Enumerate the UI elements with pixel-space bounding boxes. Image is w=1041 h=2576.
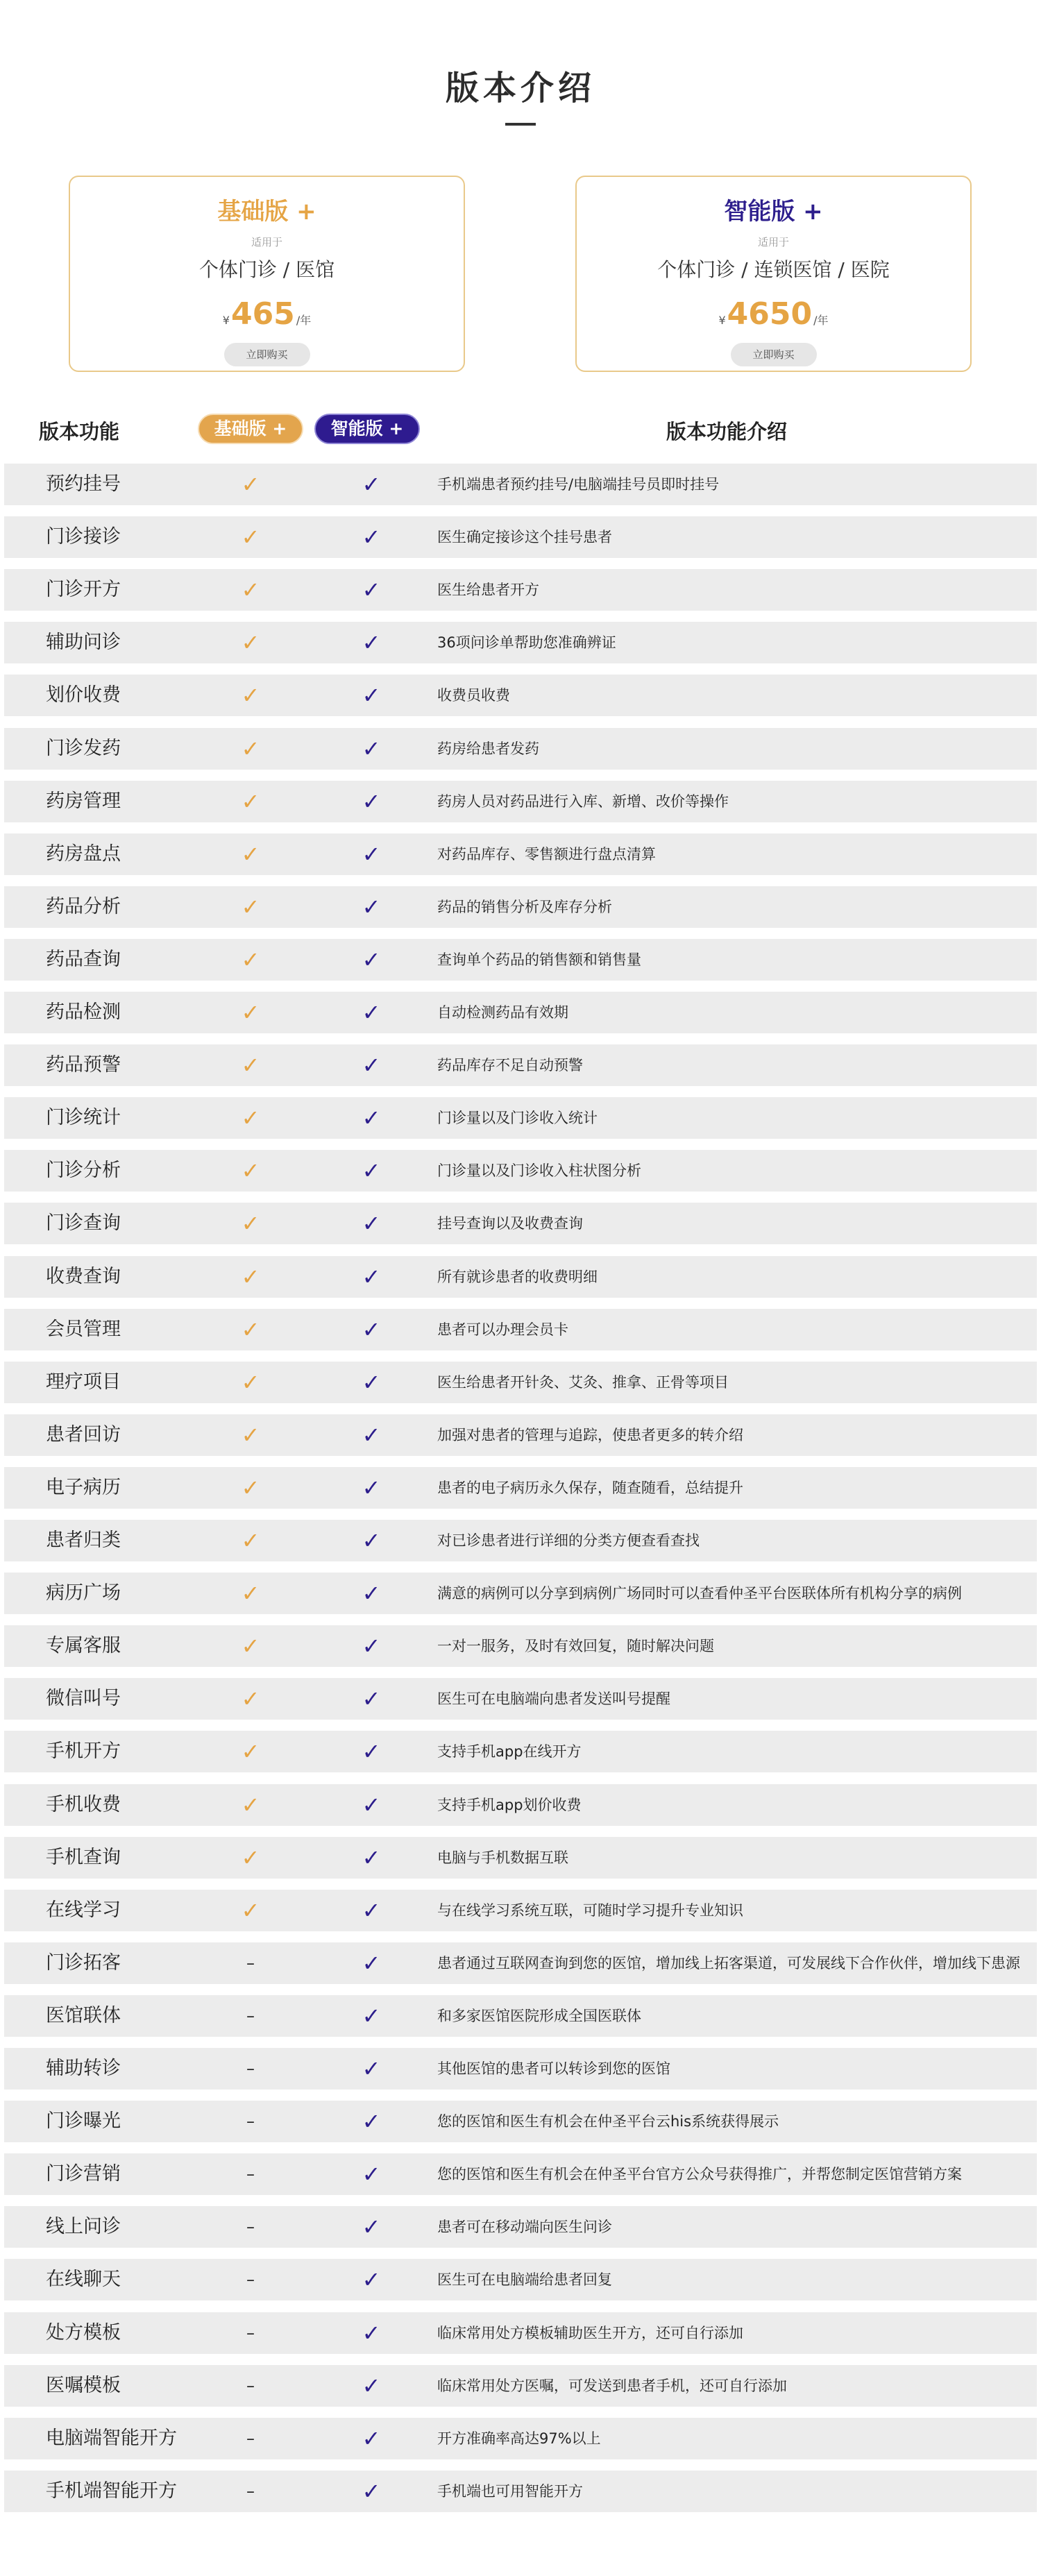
feature-name: 医嘱模板	[46, 2375, 121, 2396]
feature-description: 加强对患者的管理与追踪，使患者更多的转介绍	[437, 1427, 743, 1443]
feature-name: 门诊营销	[46, 2163, 121, 2185]
feature-name: 专属客服	[46, 1635, 121, 1656]
basic-unavailable-dash: –	[246, 2270, 255, 2289]
smart-check-icon: ✓	[362, 2003, 381, 2029]
smart-check-icon: ✓	[362, 577, 381, 603]
basic-check-icon: ✓	[241, 841, 260, 867]
plan-target: 个体门诊 / 连锁医馆 / 医院	[657, 258, 890, 281]
feature-name: 辅助转诊	[46, 2058, 121, 2079]
table-row	[4, 1837, 1037, 1879]
feature-name: 手机收费	[46, 1794, 121, 1815]
feature-description: 患者可以办理会员卡	[437, 1321, 568, 1338]
feature-name: 理疗项目	[46, 1371, 121, 1393]
table-row	[4, 2101, 1037, 2142]
title-divider	[505, 123, 536, 126]
basic-unavailable-dash: –	[246, 2112, 255, 2131]
smart-check-icon: ✓	[362, 2266, 381, 2293]
feature-name: 划价收费	[46, 684, 121, 706]
table-row	[4, 1203, 1037, 1244]
feature-description: 药房给患者发药	[437, 740, 539, 757]
basic-check-icon: ✓	[241, 471, 260, 498]
basic-check-icon: ✓	[241, 788, 260, 815]
smart-check-icon: ✓	[362, 1950, 381, 1976]
smart-check-icon: ✓	[362, 2320, 381, 2346]
header-basic-badge: 基础版 +	[198, 414, 303, 444]
basic-unavailable-dash: –	[246, 1954, 255, 1973]
plan-target: 个体门诊 / 医馆	[198, 258, 335, 281]
smart-check-icon: ✓	[362, 1422, 381, 1448]
feature-description: 对药品库存、零售额进行盘点清算	[437, 846, 656, 863]
table-row	[4, 1995, 1037, 2037]
buy-now-button[interactable]: 立即购买	[731, 343, 817, 366]
feature-name: 患者回访	[46, 1424, 121, 1446]
smart-check-icon: ✓	[362, 1897, 381, 1924]
feature-description: 和多家医馆医院形成全国医联体	[437, 2008, 641, 2024]
table-row	[4, 1520, 1037, 1561]
plan-price	[70, 298, 464, 337]
feature-description: 挂号查询以及收费查询	[437, 1215, 583, 1232]
feature-name: 电脑端智能开方	[46, 2427, 177, 2449]
basic-check-icon: ✓	[241, 1264, 260, 1290]
basic-check-icon: ✓	[241, 1527, 260, 1554]
table-row	[4, 2259, 1037, 2300]
feature-name: 药品查询	[46, 949, 121, 970]
feature-description: 药品的销售分析及库存分析	[437, 899, 612, 915]
table-row	[4, 2312, 1037, 2354]
basic-check-icon: ✓	[241, 1738, 260, 1765]
smart-check-icon: ✓	[362, 1316, 381, 1343]
feature-name: 会员管理	[46, 1319, 121, 1340]
smart-check-icon: ✓	[362, 2056, 381, 2082]
basic-unavailable-dash: –	[246, 2164, 255, 2184]
smart-check-icon: ✓	[362, 2108, 381, 2135]
table-row	[4, 2153, 1037, 2195]
smart-check-icon: ✓	[362, 1845, 381, 1871]
table-row	[4, 516, 1037, 558]
smart-check-icon: ✓	[362, 788, 381, 815]
feature-name: 预约挂号	[46, 473, 121, 495]
smart-check-icon: ✓	[362, 947, 381, 973]
table-row	[4, 1890, 1037, 1931]
price-unit: /年	[296, 314, 312, 327]
basic-unavailable-dash: –	[246, 2429, 255, 2448]
feature-name: 医馆联体	[46, 2005, 121, 2026]
feature-name: 线上问诊	[46, 2216, 121, 2237]
table-row	[4, 1942, 1037, 1984]
feature-name: 病历广场	[46, 1582, 121, 1604]
feature-description: 支持手机app划价收费	[437, 1797, 582, 1813]
basic-check-icon: ✓	[241, 682, 260, 709]
smart-check-icon: ✓	[362, 1264, 381, 1290]
feature-description: 临床常用处方医嘱，可发送到患者手机，还可自行添加	[437, 2378, 787, 2394]
feature-name: 门诊拓客	[46, 1952, 121, 1974]
table-row	[4, 833, 1037, 875]
table-row	[4, 1731, 1037, 1772]
smart-check-icon: ✓	[362, 2214, 381, 2240]
feature-description: 手机端也可用智能开方	[437, 2483, 583, 2500]
basic-unavailable-dash: –	[246, 2217, 255, 2237]
feature-name: 门诊曝光	[46, 2110, 121, 2132]
feature-name: 在线聊天	[46, 2269, 121, 2290]
feature-name: 药房盘点	[46, 843, 121, 865]
basic-check-icon: ✓	[241, 1210, 260, 1237]
feature-description: 其他医馆的患者可以转诊到您的医馆	[437, 2060, 670, 2077]
table-row	[4, 1414, 1037, 1456]
table-row	[4, 2206, 1037, 2248]
page-title: 版本介绍	[445, 69, 595, 108]
feature-description: 电脑与手机数据互联	[437, 1849, 568, 1866]
table-row	[4, 1784, 1037, 1826]
smart-check-icon: ✓	[362, 524, 381, 550]
basic-check-icon: ✓	[241, 1316, 260, 1343]
feature-description: 临床常用处方模板辅助医生开方，还可自行添加	[437, 2325, 743, 2341]
feature-description: 所有就诊患者的收费明细	[437, 1269, 598, 1285]
plan-card-smart	[575, 176, 972, 372]
smart-check-icon: ✓	[362, 1475, 381, 1501]
plan-card-basic	[69, 176, 465, 372]
feature-description: 患者的电子病历永久保存，随查随看，总结提升	[437, 1480, 743, 1496]
price-amount: 465	[230, 296, 295, 332]
basic-check-icon: ✓	[241, 947, 260, 973]
buy-now-button[interactable]: 立即购买	[224, 343, 310, 366]
feature-description: 36项问诊单帮助您准确辨证	[437, 634, 616, 651]
basic-unavailable-dash: –	[246, 2059, 255, 2078]
feature-description: 与在线学习系统互联，可随时学习提升专业知识	[437, 1902, 743, 1919]
feature-description: 药房人员对药品进行入库、新增、改价等操作	[437, 793, 729, 810]
table-row	[4, 1625, 1037, 1667]
feature-name: 收费查询	[46, 1266, 121, 1287]
table-row	[4, 675, 1037, 716]
basic-check-icon: ✓	[241, 894, 260, 920]
feature-name: 在线学习	[46, 1899, 121, 1921]
feature-description: 您的医馆和医生有机会在仲圣平台云his系统获得展示	[437, 2113, 779, 2130]
table-row	[4, 1573, 1037, 1614]
basic-check-icon: ✓	[241, 629, 260, 656]
feature-name: 手机查询	[46, 1847, 121, 1868]
table-row	[4, 1467, 1037, 1509]
plan-name: 智能版 +	[724, 198, 823, 226]
table-row	[4, 569, 1037, 611]
feature-name: 手机开方	[46, 1740, 121, 1762]
basic-check-icon: ✓	[241, 1897, 260, 1924]
basic-check-icon: ✓	[241, 1792, 260, 1818]
feature-description: 患者通过互联网查询到您的医馆，增加线上拓客渠道，可发展线下合作伙伴，增加线下患源	[437, 1955, 1020, 1972]
smart-check-icon: ✓	[362, 629, 381, 656]
feature-description: 查询单个药品的销售额和销售量	[437, 951, 641, 968]
feature-name: 门诊开方	[46, 579, 121, 600]
feature-description: 开方准确率高达97%以上	[437, 2430, 601, 2447]
table-row	[4, 2418, 1037, 2459]
basic-check-icon: ✓	[241, 524, 260, 550]
smart-check-icon: ✓	[362, 1052, 381, 1078]
smart-check-icon: ✓	[362, 682, 381, 709]
feature-description: 医生给患者开方	[437, 582, 539, 598]
basic-check-icon: ✓	[241, 999, 260, 1026]
smart-check-icon: ✓	[362, 1527, 381, 1554]
feature-name: 药品检测	[46, 1001, 121, 1023]
table-row	[4, 2365, 1037, 2407]
table-row	[4, 1097, 1037, 1139]
smart-check-icon: ✓	[362, 1210, 381, 1237]
table-row	[4, 1150, 1037, 1192]
smart-check-icon: ✓	[362, 1158, 381, 1184]
feature-description: 满意的病例可以分享到病例广场同时可以查看仲圣平台医联体所有机构分享的病例	[437, 1585, 962, 1602]
feature-name: 药品预警	[46, 1054, 121, 1076]
table-row	[4, 728, 1037, 770]
smart-check-icon: ✓	[362, 1792, 381, 1818]
feature-description: 手机端患者预约挂号/电脑端挂号员即时挂号	[437, 476, 720, 493]
plan-name: 基础版 +	[217, 198, 316, 226]
feature-table-header	[0, 411, 1041, 450]
basic-unavailable-dash: –	[246, 2323, 255, 2343]
basic-check-icon: ✓	[241, 577, 260, 603]
smart-check-icon: ✓	[362, 894, 381, 920]
feature-name: 微信叫号	[46, 1688, 121, 1709]
table-row	[4, 622, 1037, 663]
basic-check-icon: ✓	[241, 1633, 260, 1659]
basic-check-icon: ✓	[241, 1422, 260, 1448]
feature-description: 患者可在移动端向医生问诊	[437, 2219, 612, 2235]
smart-check-icon: ✓	[362, 2478, 381, 2505]
smart-check-icon: ✓	[362, 471, 381, 498]
feature-description: 医生给患者开针灸、艾灸、推拿、正骨等项目	[437, 1374, 729, 1391]
table-row	[4, 1678, 1037, 1720]
feature-description: 收费员收费	[437, 687, 510, 704]
feature-description: 支持手机app在线开方	[437, 1743, 582, 1760]
basic-check-icon: ✓	[241, 1580, 260, 1607]
table-row	[4, 992, 1037, 1033]
smart-check-icon: ✓	[362, 1369, 381, 1396]
feature-name: 药房管理	[46, 790, 121, 812]
smart-check-icon: ✓	[362, 2425, 381, 2452]
header-feature-label: 版本功能	[39, 420, 120, 443]
feature-description: 自动检测药品有效期	[437, 1004, 568, 1021]
basic-check-icon: ✓	[241, 1686, 260, 1712]
table-row	[4, 1044, 1037, 1086]
feature-name: 门诊发药	[46, 738, 121, 759]
feature-description: 对已诊患者进行详细的分类方便查看查找	[437, 1532, 700, 1549]
table-row	[4, 464, 1037, 505]
table-row	[4, 886, 1037, 928]
feature-name: 辅助问诊	[46, 632, 121, 653]
price-amount: 4650	[727, 296, 813, 332]
basic-unavailable-dash: –	[246, 2006, 255, 2026]
header-smart-badge: 智能版 +	[314, 414, 420, 444]
feature-name: 处方模板	[46, 2322, 121, 2344]
feature-description: 医生可在电脑端向患者发送叫号提醒	[437, 1690, 670, 1707]
basic-check-icon: ✓	[241, 1052, 260, 1078]
smart-check-icon: ✓	[362, 1686, 381, 1712]
plan-suit-label: 适用于	[757, 236, 789, 248]
feature-description: 药品库存不足自动预警	[437, 1057, 583, 1074]
table-row	[4, 2471, 1037, 2512]
table-row	[4, 1309, 1037, 1350]
smart-check-icon: ✓	[362, 2373, 381, 2399]
feature-description: 医生可在电脑端给患者回复	[437, 2271, 612, 2288]
feature-name: 门诊查询	[46, 1212, 121, 1234]
basic-check-icon: ✓	[241, 1845, 260, 1871]
smart-check-icon: ✓	[362, 736, 381, 762]
feature-name: 门诊分析	[46, 1160, 121, 1181]
price-unit: /年	[813, 314, 829, 327]
feature-name: 电子病历	[46, 1477, 121, 1498]
table-row	[4, 2048, 1037, 2090]
price-currency: ¥	[718, 314, 726, 327]
feature-description: 您的医馆和医生有机会在仲圣平台官方公众号获得推广，并帮您制定医馆营销方案	[437, 2166, 962, 2183]
price-currency: ¥	[222, 314, 230, 327]
header-intro-label: 版本功能介绍	[666, 420, 788, 443]
basic-unavailable-dash: –	[246, 2376, 255, 2396]
basic-check-icon: ✓	[241, 1369, 260, 1396]
basic-check-icon: ✓	[241, 736, 260, 762]
table-row	[4, 781, 1037, 822]
smart-check-icon: ✓	[362, 841, 381, 867]
smart-check-icon: ✓	[362, 2161, 381, 2187]
feature-description: 门诊量以及门诊收入柱状图分析	[437, 1162, 641, 1179]
feature-name: 药品分析	[46, 896, 121, 917]
table-row	[4, 1256, 1037, 1298]
feature-description: 门诊量以及门诊收入统计	[437, 1110, 598, 1126]
feature-name: 手机端智能开方	[46, 2480, 177, 2502]
smart-check-icon: ✓	[362, 1105, 381, 1131]
feature-name: 门诊统计	[46, 1107, 121, 1128]
smart-check-icon: ✓	[362, 1738, 381, 1765]
table-row	[4, 939, 1037, 981]
basic-unavailable-dash: –	[246, 2482, 255, 2501]
table-row	[4, 1362, 1037, 1403]
plan-price	[577, 298, 970, 337]
basic-check-icon: ✓	[241, 1105, 260, 1131]
basic-check-icon: ✓	[241, 1475, 260, 1501]
feature-name: 患者归类	[46, 1530, 121, 1551]
plan-suit-label: 适用于	[251, 236, 282, 248]
basic-check-icon: ✓	[241, 1158, 260, 1184]
feature-description: 一对一服务，及时有效回复，随时解决问题	[437, 1638, 714, 1654]
smart-check-icon: ✓	[362, 1633, 381, 1659]
smart-check-icon: ✓	[362, 1580, 381, 1607]
feature-name: 门诊接诊	[46, 526, 121, 548]
smart-check-icon: ✓	[362, 999, 381, 1026]
feature-description: 医生确定接诊这个挂号患者	[437, 529, 612, 545]
